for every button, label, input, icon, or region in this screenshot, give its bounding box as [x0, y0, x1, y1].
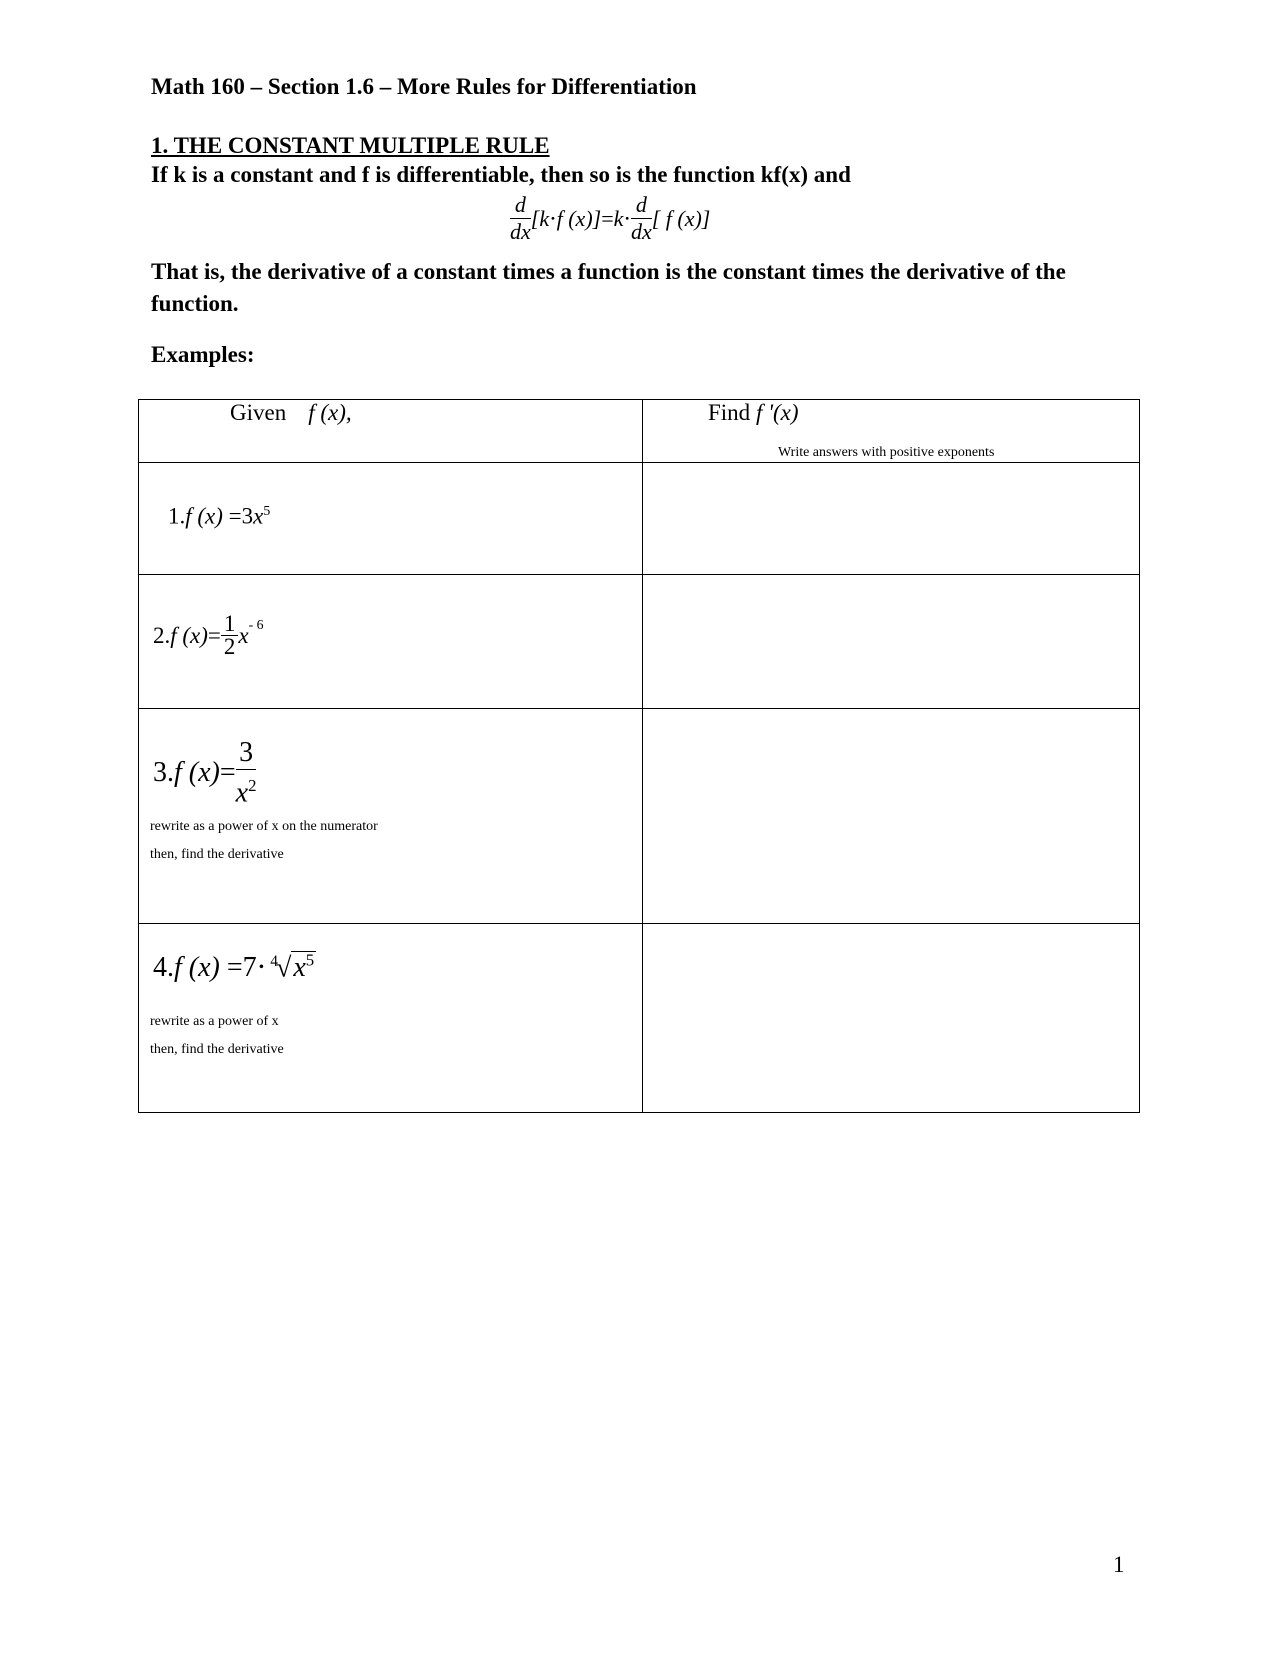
derivative-operator-rhs [631, 192, 652, 245]
answer-3-cell[interactable] [643, 709, 1140, 924]
formula-rhs-k: k⋅ [613, 205, 631, 231]
table-header-row [139, 400, 1140, 463]
problem-3-hint-1: rewrite as a power of x on the numerator [150, 819, 378, 834]
answer-2-cell[interactable] [643, 575, 1140, 709]
given-fx: f (x), [308, 400, 352, 425]
problem-fx: f (x) [185, 503, 223, 529]
problem-fraction [236, 737, 257, 809]
frac-denominator: dx [510, 219, 531, 244]
fraction-denominator [236, 770, 257, 809]
problem-2 [153, 613, 264, 658]
radicand [291, 951, 316, 983]
root-index: 4 [270, 952, 278, 970]
radical-icon: √ [275, 952, 292, 983]
fraction-denominator: 2 [223, 634, 236, 659]
find-word: Find [708, 400, 751, 425]
problem-eq: = [219, 757, 236, 789]
find-fx: f '(x) [755, 400, 799, 425]
find-header [708, 400, 799, 426]
table-row [139, 709, 1140, 924]
examples-table [138, 399, 1140, 1113]
problem-3 [153, 737, 256, 809]
section-heading: 1. THE CONSTANT MULTIPLE RULE [151, 133, 550, 158]
fraction-numerator: 3 [236, 737, 257, 770]
problem-eq: =3 [222, 503, 254, 529]
problem-exponent: - 6 [248, 616, 264, 632]
problem-fx: f (x) [174, 757, 220, 789]
problem-4 [153, 950, 316, 984]
examples-label: Examples: [151, 342, 255, 367]
problem-4-hint-1: rewrite as a power of x [150, 1014, 279, 1029]
positive-exponents-note: Write answers with positive exponents [778, 445, 995, 460]
table-row [139, 463, 1140, 575]
table-row [139, 575, 1140, 709]
problem-var: x [238, 622, 249, 648]
find-header-cell [643, 400, 1140, 463]
problem-number: 3. [153, 757, 174, 789]
denominator-exponent: 2 [248, 776, 257, 795]
answer-4-cell[interactable] [643, 924, 1140, 1113]
given-word: Given [230, 400, 287, 425]
denominator-var: x [235, 777, 249, 809]
problem-number: 1. [168, 503, 186, 529]
radicand-exponent: 5 [305, 950, 315, 970]
radicand-var: x [293, 952, 306, 983]
answer-1-cell[interactable] [643, 463, 1140, 575]
rule-statement: If k is a constant and f is differentiable, then so is the function kf(x) and [151, 162, 851, 187]
problem-2-cell [139, 575, 643, 709]
given-header [230, 400, 352, 426]
formula-equals: = [601, 205, 614, 231]
constant-multiple-formula [510, 192, 710, 252]
problem-number: 2. [153, 622, 171, 648]
problem-1-cell [139, 463, 643, 575]
problem-fx: f (x) [170, 622, 208, 648]
frac-numerator: d [510, 192, 531, 219]
problem-exponent: 5 [263, 503, 271, 518]
problem-fx: f (x) [174, 952, 220, 983]
page-number: 1 [1113, 1552, 1125, 1577]
problem-var: x [253, 503, 264, 529]
problem-1 [168, 503, 270, 530]
formula-lhs-body: [k⋅f (x)] [530, 205, 602, 231]
formula-rhs-body: [ f (x)] [651, 205, 711, 231]
problem-4-hint-2: then, find the derivative [150, 1042, 284, 1057]
problem-eq: =7⋅ [219, 952, 267, 983]
fourth-root [266, 951, 316, 984]
derivative-operator-lhs [510, 192, 531, 245]
problem-fraction [221, 613, 239, 658]
problem-4-cell [139, 924, 643, 1113]
problem-3-hint-2: then, find the derivative [150, 847, 284, 862]
frac-denominator: dx [630, 219, 652, 244]
problem-3-cell [139, 709, 643, 924]
problem-number: 4. [153, 952, 174, 983]
fraction-numerator: 1 [221, 613, 239, 636]
page-title: Math 160 – Section 1.6 – More Rules for Differentiation [151, 74, 697, 99]
given-header-cell [139, 400, 643, 463]
table-row [139, 924, 1140, 1113]
problem-eq: = [207, 622, 221, 648]
frac-numerator: d [631, 192, 652, 219]
rule-explanation: That is, the derivative of a constant times a function is the constant times the derivative of the function. [151, 259, 1066, 316]
